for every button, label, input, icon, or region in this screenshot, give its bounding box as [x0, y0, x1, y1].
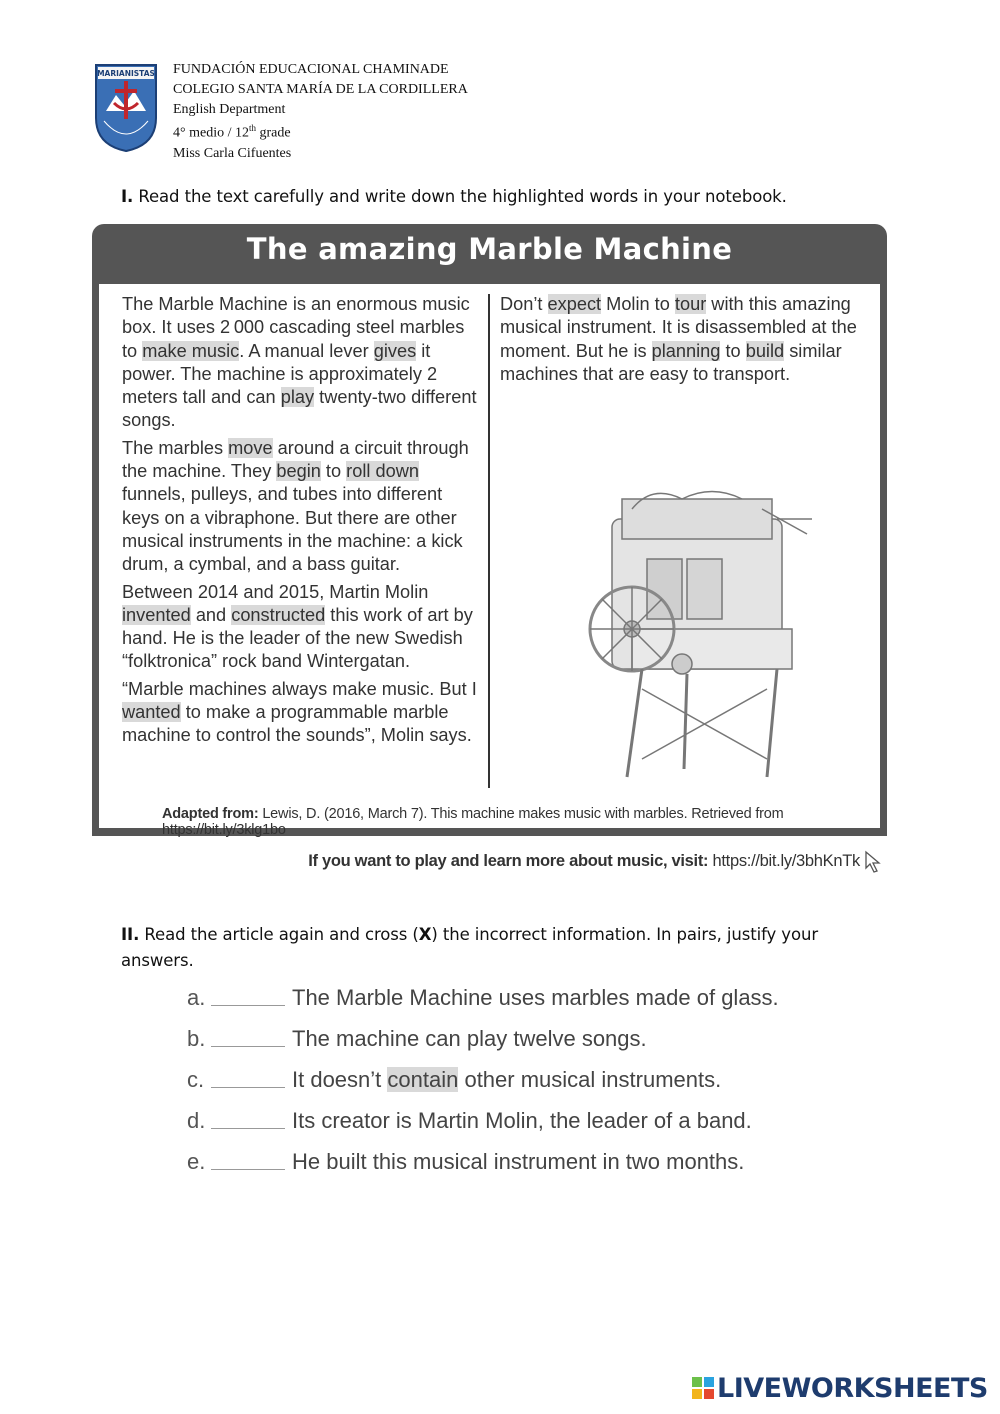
grade: 4° medio / 12th grade [173, 123, 291, 142]
highlighted-word: invented [122, 604, 191, 625]
foundation-name: FUNDACIÓN EDUCACIONAL CHAMINADE [173, 62, 449, 77]
school-name: COLEGIO SANTA MARÍA DE LA CORDILLERA [173, 81, 468, 97]
highlighted-word: planning [651, 340, 721, 361]
highlighted-word: begin [276, 461, 321, 482]
answer-blank[interactable] [211, 1128, 285, 1129]
highlighted-word: gives [373, 340, 417, 361]
highlighted-word: make music [142, 340, 240, 361]
section-2-instruction: II. Read the article again and cross (X) the incorrect information. In pairs, justify your answers. [121, 925, 819, 970]
school-logo-icon [94, 63, 158, 153]
paragraph: “Marble machines always make music. But I wanted to make a programmable marble machine to control the sounds”, Molin says. [122, 678, 477, 746]
highlighted-word: tour [674, 294, 707, 314]
paragraph: Between 2014 and 2015, Martin Molin invented and constructed this work of art by hand. He is the leader of the new Swedish “folktronica” rock band Wintergatan. [122, 581, 473, 672]
brand-name: LIVEWORKSHEETS [717, 1372, 988, 1404]
article-title: The amazing Marble Machine [246, 232, 733, 266]
article-body [99, 284, 880, 838]
highlighted-word: constructed [231, 604, 326, 625]
paragraph: The marbles move around a circuit through the machine. They begin to roll down funnels, pulleys, and tubes into different keys on a vibraphone. But there are other musical instruments in the machine: a kick drum, a cymbal, and a bass guitar. [122, 437, 469, 575]
section-number: I. [121, 187, 134, 206]
highlighted-word: roll down [346, 461, 419, 482]
article-right-column [500, 293, 870, 390]
article-box [92, 224, 887, 836]
article-credit: Adapted from: Lewis, D. (2016, March 7). This machine makes music with marbles. Retrieved from https://bit.ly/3klg1bo [162, 806, 784, 838]
answer-blank[interactable] [211, 1005, 285, 1006]
answer-blank[interactable] [211, 1087, 285, 1088]
visit-line [308, 852, 860, 871]
teacher-name: Miss Carla Cifuentes [173, 145, 292, 161]
liveworksheets-logo [692, 1373, 988, 1403]
paragraph: The Marble Machine is an enormous music box. It uses 2 000 cascading steel marbles to make music. A manual lever gives it power. The machine is approximately 2 meters tall and can play twenty-two different songs. [122, 294, 477, 431]
visit-label: If you want to play and learn more about music, visit: [308, 852, 709, 870]
highlighted-word: wanted [122, 702, 181, 723]
department: English Department [173, 101, 286, 117]
paragraph: Don’t expect Molin to tour with this amazing musical instrument. It is disassembled at the moment. But he is planning to build similar machines that are easy to transport. [500, 294, 857, 384]
highlighted-word: build [745, 340, 785, 361]
logo-text: MARIANISTAS [97, 69, 155, 78]
highlighted-word: play [280, 387, 315, 408]
highlighted-word: expect [547, 294, 602, 314]
school-header [173, 60, 468, 164]
column-divider [488, 294, 490, 788]
cursor-icon [864, 850, 886, 874]
answer-blank[interactable] [211, 1169, 285, 1170]
marble-machine-image [562, 479, 842, 779]
article-left-column [122, 293, 482, 752]
answer-blank[interactable] [211, 1046, 285, 1047]
liveworksheets-icon [692, 1377, 714, 1399]
visit-link[interactable]: https://bit.ly/3bhKnTk [708, 852, 860, 870]
highlighted-word: contain [387, 1067, 459, 1092]
section-1-instruction: I. Read the text carefully and write down the highlighted words in your notebook. [121, 187, 787, 206]
highlighted-word: move [228, 437, 273, 458]
